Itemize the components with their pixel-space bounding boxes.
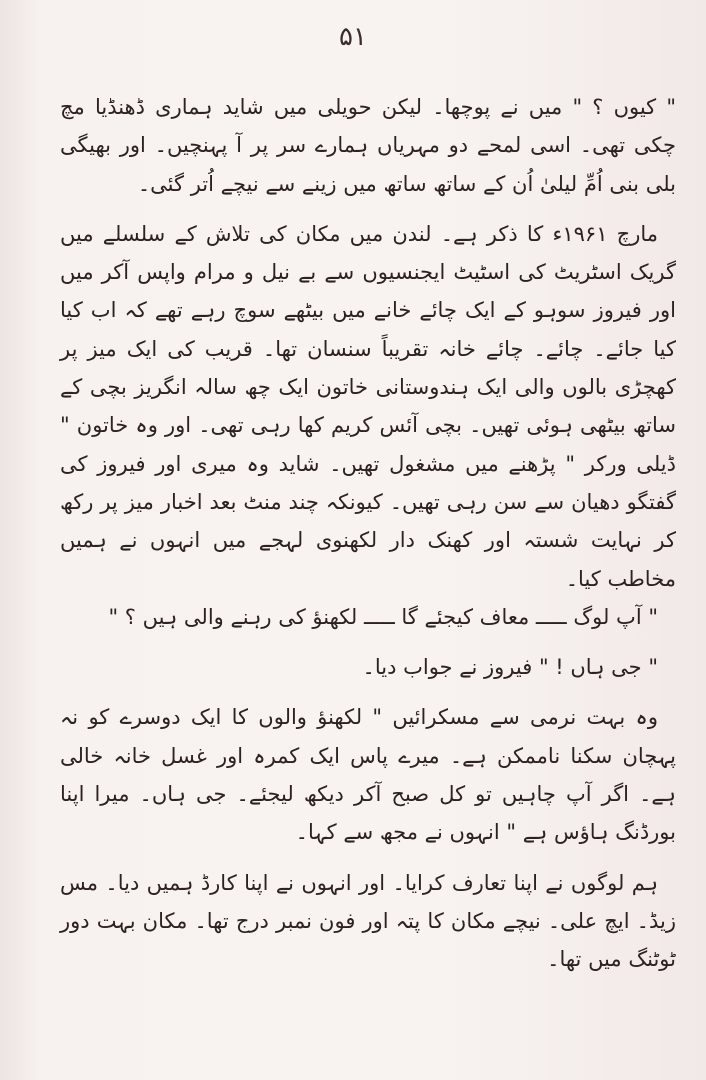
paragraph-1: " کیوں ؟ " میں نے پوچھا۔ لیکن حویلی میں شاید ہماری ڈھنڈیا مچ چکی تھی۔ اسی لمحے دو مہریاں ہمارے سر پر آ پہنچیں۔ اور بھیگی بلی بنی اُمِّ لیلیٰ اُن کے ساتھ ساتھ میں زینے سے نیچے اُتر گئی۔ bbox=[60, 95, 676, 196]
page-number: ۵۱ bbox=[339, 22, 367, 52]
paragraph-6: ہم لوگوں نے اپنا تعارف کرایا۔ اور انہوں نے اپنا کارڈ ہمیں دیا۔ مس زیڈ۔ ایچ علی۔ نیچے مکان کا پتہ اور فون نمبر درج تھا۔ مکان بہت دور ٹوٹنگ میں تھا۔ bbox=[60, 870, 676, 972]
paragraph-5: وہ بہت نرمی سے مسکرائیں " لکھنؤ والوں کا ایک دوسرے کو نہ پہچان سکنا ناممکن ہے۔ میرے پاس ایک کمرہ اور غسل خانہ خالی ہے۔ اگر آپ چاہیں تو کل صبح آکر دیکھ لیجئے۔ جی ہاں۔ میرا اپنا بورڈنگ ہاؤس ہے " انہوں نے مجھ سے کہا۔ bbox=[60, 705, 676, 845]
body-text bbox=[60, 88, 676, 979]
paragraph-2: مارچ ۱۹۶۱ء کا ذکر ہے۔ لندن میں مکان کی تلاش کے سلسلے میں گریک اسٹریٹ کی اسٹیٹ ایجنسیوں سے بے نیل و مرام واپس آکر میں اور فیروز سوہو کے ایک چائے خانے میں بیٹھے سوچ رہے تھے کہ اب کیا کیا جائے۔ چائے۔ چائے خانہ تقریباً سنسان تھا۔ قریب کی ایک میز پر کھچڑی بالوں والی ایک ہندوستانی خاتون ایک چھ سالہ انگریز بچی کے ساتھ بیٹھی ہوئی تھیں۔ بچی آئس کریم کھا رہی تھی۔ اور وہ خاتون " ڈیلی ورکر " پڑھنے میں مشغول تھیں۔ شاید وہ میری اور فیروز کی گفتگو دھیان سے سن رہی تھیں۔ کیونکہ چند منٹ بعد اخبار میز پر رکھ کر نہایت شستہ اور کھنک دار لکھنوی لہجے میں انہوں نے ہمیں مخاطب کیا۔ bbox=[60, 221, 676, 591]
paragraph-4-dialogue: " جی ہاں ! " فیروز نے جواب دیا۔ bbox=[362, 655, 658, 680]
paragraph-3-dialogue: " آپ لوگ ـــــ معاف کیجئے گا ـــــ لکھنؤ کی رہنے والی ہیں ؟ " bbox=[108, 604, 658, 629]
